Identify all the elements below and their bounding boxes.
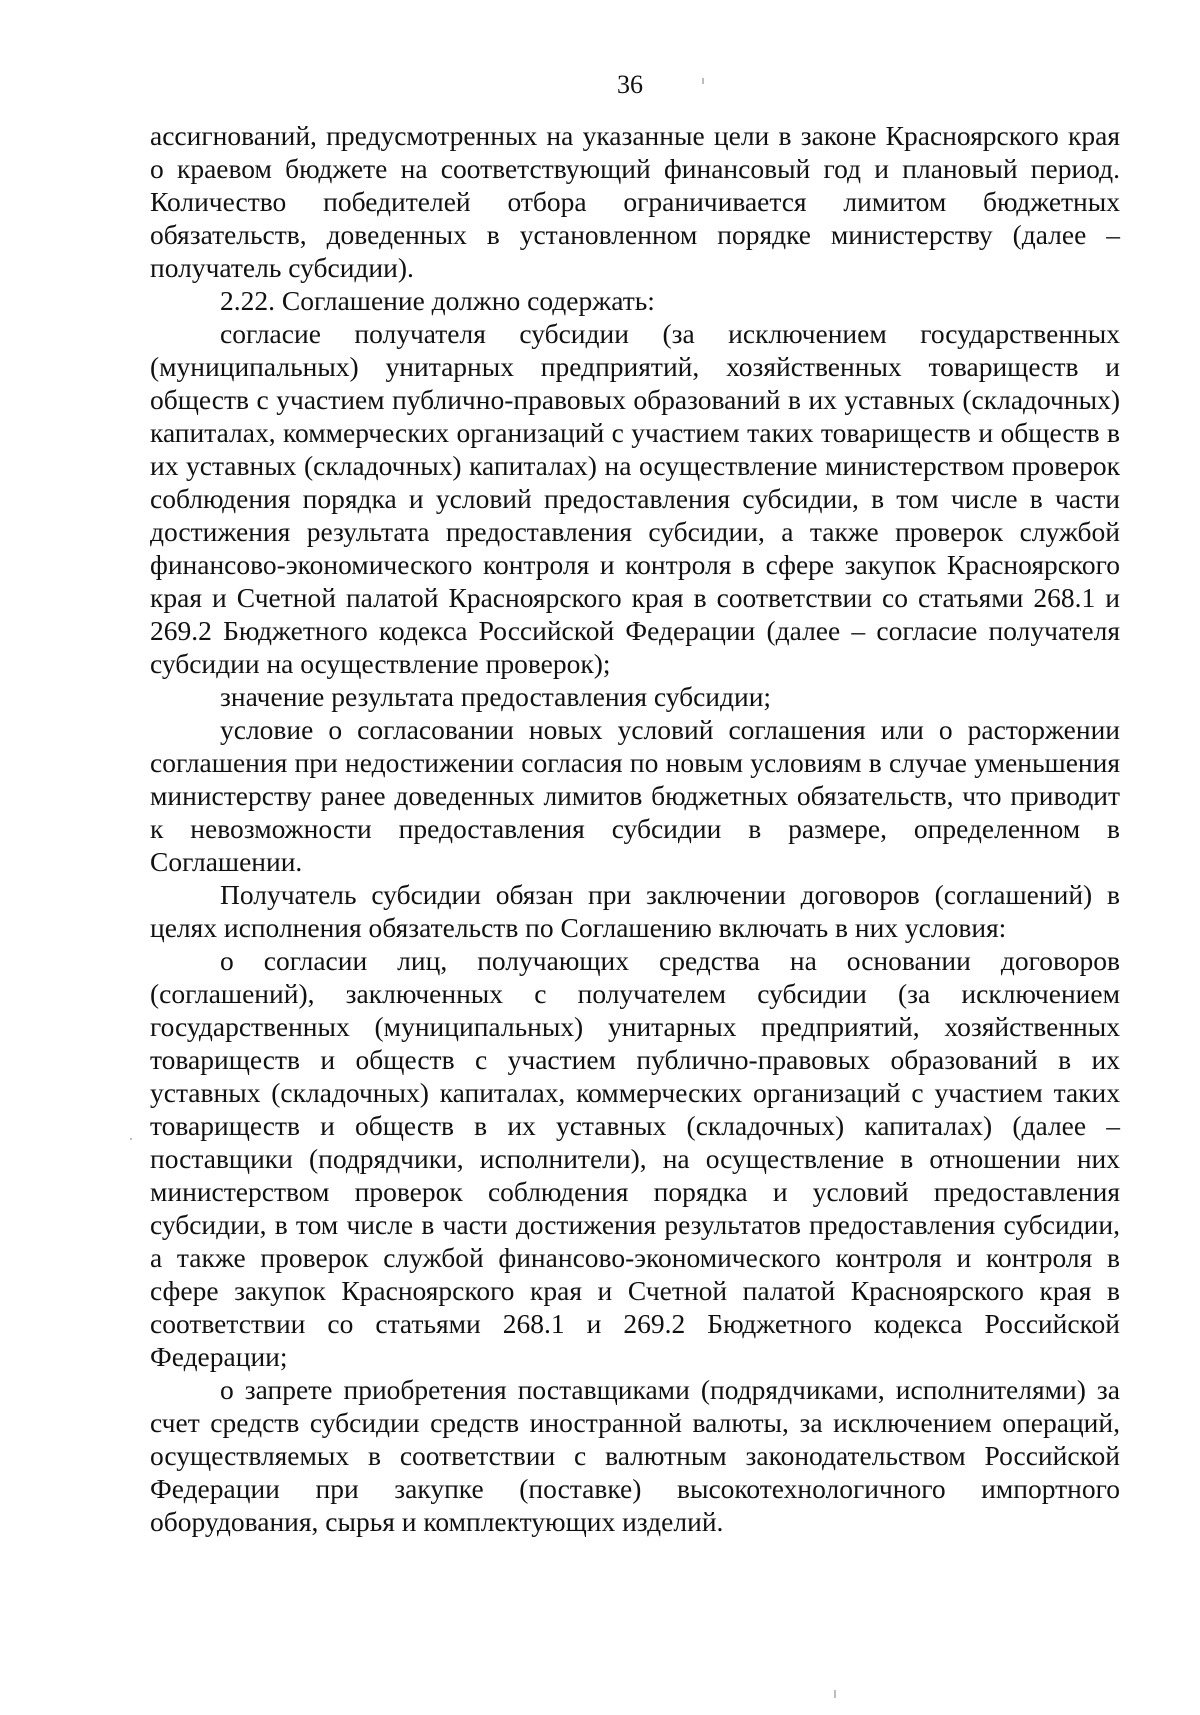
paragraph-allocations: ассигнований, предусмотренных на указанные цели в законе Красноярского края о краевом бюджете на соответствующий финансовый год и плановый период. Количество победителей отбора ограничивается лимитом бюджетных обязательств, доведенных в установленном порядке министерству (далее – получатель субсидии). xyxy=(150,120,1120,283)
scan-speck xyxy=(702,78,704,84)
scan-speck xyxy=(834,1690,836,1698)
paragraph-consent-audits: согласие получателя субсидии (за исключением государственных (муниципальных) унитарных предприятий, хозяйственных товариществ и обществ с участием публично-правовых образований в их уставных (складочных) капиталах, коммерческих организаций с участием таких товариществ и обществ в их уставных (складочных) капиталах) на осуществление министерством проверок соблюдения порядка и условий предоставления субсидии, в том числе в части достижения результата предоставления субсидии, а также проверок службой финансово-экономического контроля и контроля в сфере закупок Красноярского края и Счетной палатой Красноярского края в соответствии со статьями 268.1 и 269.2 Бюджетного кодекса Российской Федерации (далее – согласие получателя субсидии на осуществление проверок); xyxy=(150,318,1120,679)
paragraph-recipient-obligation: Получатель субсидии обязан при заключении договоров (соглашений) в целях исполнения обязательств по Соглашению включать в них условия: xyxy=(150,879,1120,943)
paragraph-new-conditions: условие о согласовании новых условий соглашения или о расторжении соглашения при недостижении согласия по новым условиям в случае уменьшения министерству ранее доведенных лимитов бюджетных обязательств, что приводит к невозможности предоставления субсидии в размере, определенном в Соглашении. xyxy=(150,714,1120,877)
document-body xyxy=(150,119,1120,1538)
paragraph-result-value: значение результата предоставления субсидии; xyxy=(220,681,772,712)
paragraph-2-22-heading: 2.22. Соглашение должно содержать: xyxy=(220,285,655,316)
scan-speck xyxy=(130,1138,132,1140)
paragraph-currency-ban: о запрете приобретения поставщиками (подрядчиками, исполнителями) за счет средств субсидии средств иностранной валюты, за исключением операций, осуществляемых в соответствии с валютным законодательством Российской Федерации при закупке (поставке) высокотехнологичного импортного оборудования, сырья и комплектующих изделий. xyxy=(150,1374,1120,1537)
page-number: 36 xyxy=(617,70,643,99)
paragraph-supplier-consent: о согласии лиц, получающих средства на основании договоров (соглашений), заключенных с получателем субсидии (за исключением государственных (муниципальных) унитарных предприятий, хозяйственных товариществ и обществ с участием публично-правовых образований в их уставных (складочных) капиталах, коммерческих организаций с участием таких товариществ и обществ в их уставных (складочных) капиталах) (далее – поставщики (подрядчики, исполнители), на осуществление в отношении них министерством проверок соблюдения порядка и условий предоставления субсидии, в том числе в части достижения результатов предоставления субсидии, а также проверок службой финансово-экономического контроля и контроля в сфере закупок Красноярского края и Счетной палатой Красноярского края в соответствии со статьями 268.1 и 269.2 Бюджетного кодекса Российской Федерации; xyxy=(150,945,1120,1372)
